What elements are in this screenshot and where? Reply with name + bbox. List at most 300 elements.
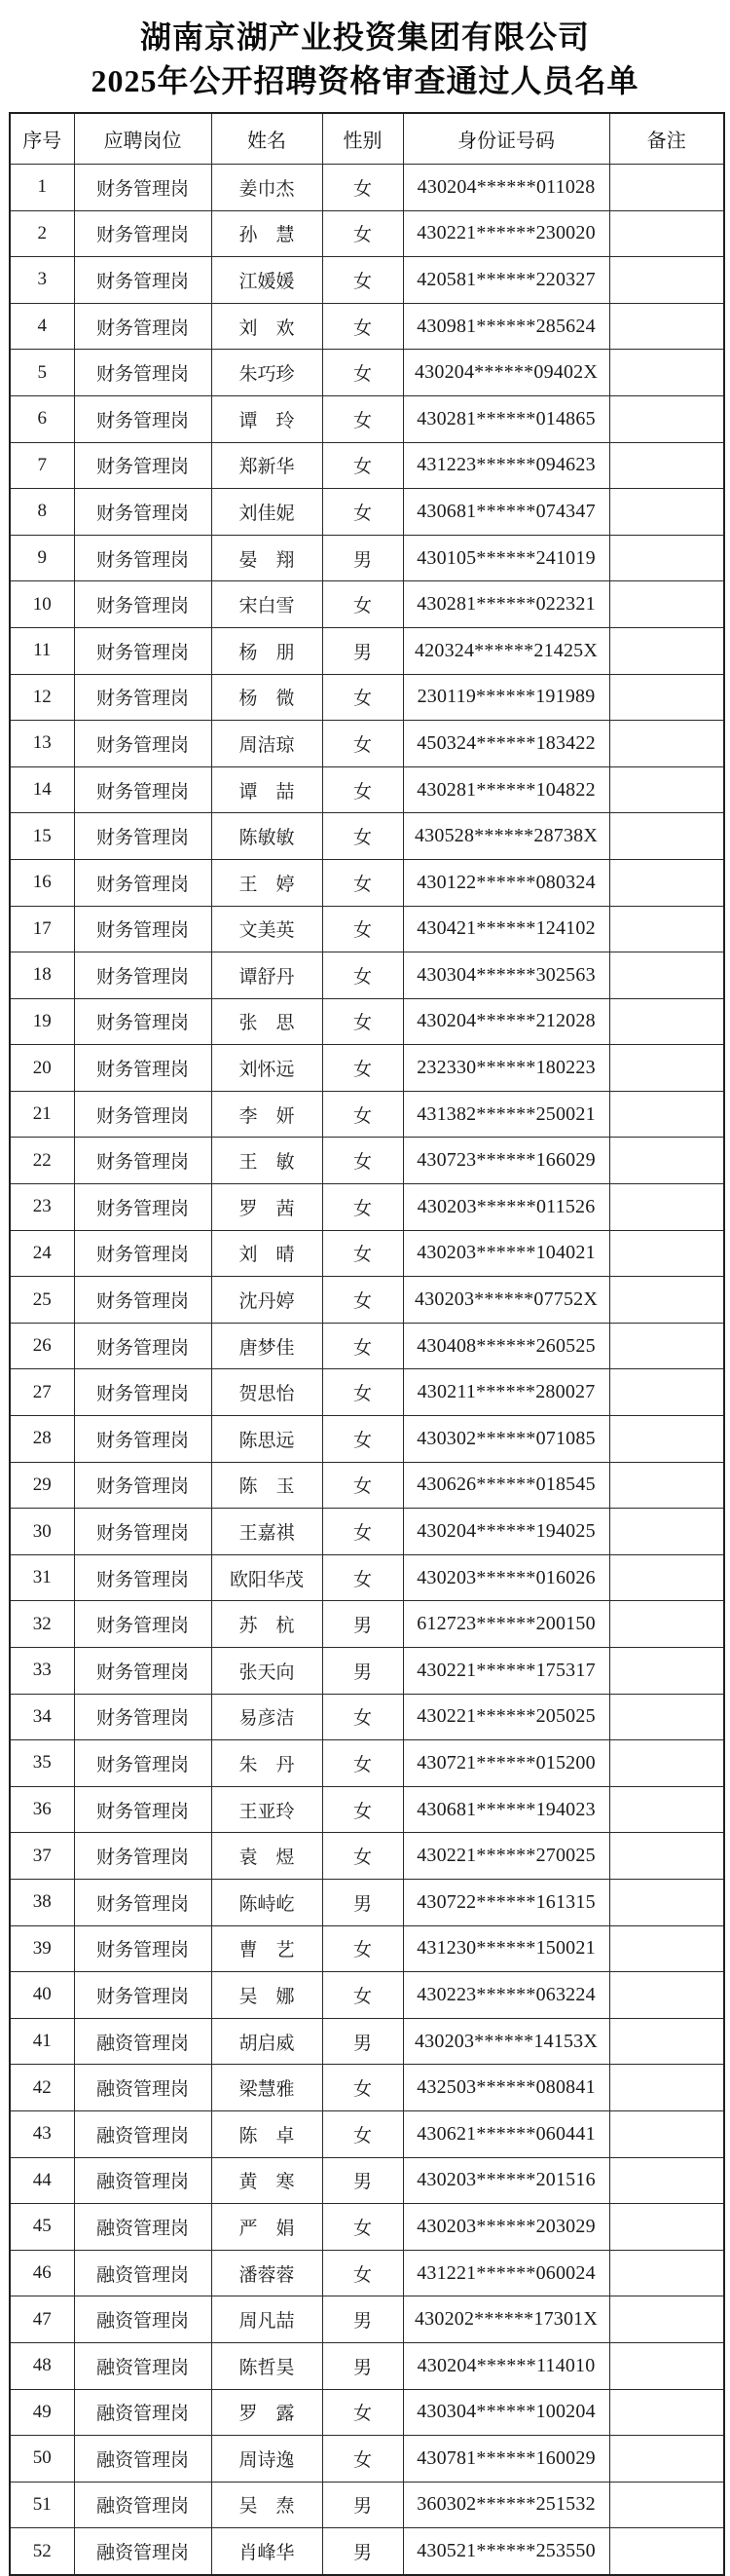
column-header-gender: 性别 [322,113,403,165]
cell-id-number: 430281******104822 [403,766,609,813]
cell-position: 财务管理岗 [74,581,211,628]
cell-remark [609,303,724,350]
cell-position: 融资管理岗 [74,2110,211,2157]
cell-remark [609,859,724,906]
table-row [10,1786,724,1833]
cell-remark [609,2296,724,2343]
cell-position: 财务管理岗 [74,395,211,442]
cell-id-number: 430204******09402X [403,350,609,396]
table-row [10,1045,724,1092]
cell-name: 江媛媛 [211,257,322,304]
cell-name: 曹 艺 [211,1925,322,1972]
cell-position: 财务管理岗 [74,1230,211,1277]
cell-index: 31 [10,1554,74,1601]
cell-gender: 女 [322,1833,403,1880]
recruitment-roster-table [9,112,725,2576]
table-row [10,674,724,721]
cell-position: 财务管理岗 [74,535,211,581]
cell-name: 张 思 [211,998,322,1045]
cell-position: 财务管理岗 [74,1509,211,1555]
cell-position: 财务管理岗 [74,1648,211,1695]
cell-index: 52 [10,2528,74,2575]
cell-index: 17 [10,906,74,952]
cell-id-number: 430421******124102 [403,906,609,952]
cell-name: 朱巧珍 [211,350,322,396]
cell-name: 陈 玉 [211,1462,322,1509]
cell-index: 9 [10,535,74,581]
cell-id-number: 431221******060024 [403,2250,609,2296]
cell-gender: 女 [322,1509,403,1555]
table-row [10,952,724,999]
cell-remark [609,350,724,396]
cell-position: 财务管理岗 [74,1138,211,1184]
table-row [10,1554,724,1601]
cell-index: 18 [10,952,74,999]
cell-id-number: 420581******220327 [403,257,609,304]
table-row [10,906,724,952]
cell-gender: 女 [322,1416,403,1463]
cell-position: 财务管理岗 [74,1462,211,1509]
cell-index: 34 [10,1694,74,1740]
cell-remark [609,1509,724,1555]
cell-id-number: 232330******180223 [403,1045,609,1092]
cell-remark [609,1879,724,1925]
column-header-name: 姓名 [211,113,322,165]
cell-gender: 女 [322,1462,403,1509]
cell-name: 谭舒丹 [211,952,322,999]
table-row [10,721,724,767]
cell-position: 财务管理岗 [74,952,211,999]
cell-name: 陈哲昊 [211,2342,322,2389]
cell-gender: 女 [322,766,403,813]
table-row [10,1879,724,1925]
cell-remark [609,1277,724,1324]
cell-index: 4 [10,303,74,350]
cell-id-number: 430204******114010 [403,2342,609,2389]
table-row [10,2157,724,2204]
cell-remark [609,1740,724,1787]
cell-position: 财务管理岗 [74,766,211,813]
cell-remark [609,2250,724,2296]
cell-name: 孙 慧 [211,210,322,257]
table-row [10,1184,724,1231]
cell-gender: 男 [322,1648,403,1695]
cell-remark [609,2157,724,2204]
cell-gender: 女 [322,303,403,350]
cell-gender: 女 [322,581,403,628]
cell-position: 财务管理岗 [74,1740,211,1787]
cell-name: 王 敏 [211,1138,322,1184]
cell-index: 32 [10,1601,74,1648]
table-row [10,1416,724,1463]
cell-name: 肖峰华 [211,2528,322,2575]
cell-name: 王 婷 [211,859,322,906]
cell-index: 10 [10,581,74,628]
cell-name: 刘怀远 [211,1045,322,1092]
cell-remark [609,1091,724,1138]
table-row [10,2250,724,2296]
cell-index: 39 [10,1925,74,1972]
table-row [10,535,724,581]
cell-index: 28 [10,1416,74,1463]
cell-remark [609,535,724,581]
cell-remark [609,1648,724,1695]
cell-gender: 男 [322,2528,403,2575]
cell-gender: 女 [322,2065,403,2111]
cell-gender: 女 [322,257,403,304]
cell-remark [609,627,724,674]
table-row [10,210,724,257]
cell-remark [609,442,724,489]
cell-id-number: 430723******166029 [403,1138,609,1184]
cell-remark [609,766,724,813]
cell-id-number: 430528******28738X [403,813,609,860]
cell-gender: 女 [322,1045,403,1092]
cell-name: 姜巾杰 [211,165,322,211]
cell-id-number: 430204******194025 [403,1509,609,1555]
cell-position: 财务管理岗 [74,489,211,536]
cell-gender: 女 [322,395,403,442]
table-row [10,998,724,1045]
document-title-line2: 2025年公开招聘资格审查通过人员名单 [91,63,639,98]
cell-id-number: 430304******302563 [403,952,609,999]
cell-position: 财务管理岗 [74,1091,211,1138]
cell-gender: 女 [322,210,403,257]
cell-index: 14 [10,766,74,813]
table-row [10,2110,724,2157]
cell-id-number: 430203******07752X [403,1277,609,1324]
cell-gender: 女 [322,1277,403,1324]
cell-gender: 女 [322,2389,403,2436]
cell-id-number: 430122******080324 [403,859,609,906]
cell-remark [609,2018,724,2065]
cell-index: 15 [10,813,74,860]
cell-remark [609,1416,724,1463]
cell-index: 6 [10,395,74,442]
cell-position: 融资管理岗 [74,2342,211,2389]
cell-remark [609,1925,724,1972]
cell-index: 16 [10,859,74,906]
cell-index: 23 [10,1184,74,1231]
cell-remark [609,489,724,536]
cell-index: 11 [10,627,74,674]
cell-index: 51 [10,2482,74,2528]
cell-name: 刘佳妮 [211,489,322,536]
cell-id-number: 430304******100204 [403,2389,609,2436]
cell-gender: 女 [322,859,403,906]
cell-name: 郑新华 [211,442,322,489]
cell-gender: 女 [322,813,403,860]
cell-remark [609,1833,724,1880]
cell-id-number: 430204******011028 [403,165,609,211]
cell-index: 29 [10,1462,74,1509]
cell-id-number: 612723******200150 [403,1601,609,1648]
cell-name: 朱 丹 [211,1740,322,1787]
table-row [10,303,724,350]
cell-name: 梁慧雅 [211,2065,322,2111]
table-row [10,1323,724,1369]
table-row [10,2342,724,2389]
cell-id-number: 430621******060441 [403,2110,609,2157]
cell-position: 财务管理岗 [74,859,211,906]
cell-name: 陈敏敏 [211,813,322,860]
cell-gender: 女 [322,2204,403,2251]
cell-name: 苏 杭 [211,1601,322,1648]
document-title-line1: 湖南京湖产业投资集团有限公司 [139,19,590,55]
cell-index: 24 [10,1230,74,1277]
cell-id-number: 430221******175317 [403,1648,609,1695]
cell-position: 财务管理岗 [74,303,211,350]
table-row [10,1972,724,2019]
cell-position: 财务管理岗 [74,627,211,674]
cell-index: 19 [10,998,74,1045]
cell-id-number: 430203******203029 [403,2204,609,2251]
cell-name: 刘 晴 [211,1230,322,1277]
cell-name: 杨 朋 [211,627,322,674]
cell-id-number: 430221******205025 [403,1694,609,1740]
cell-id-number: 360302******251532 [403,2482,609,2528]
cell-name: 杨 微 [211,674,322,721]
cell-remark [609,2110,724,2157]
cell-id-number: 430408******260525 [403,1323,609,1369]
cell-position: 财务管理岗 [74,442,211,489]
cell-name: 周诗逸 [211,2436,322,2483]
cell-id-number: 430722******161315 [403,1879,609,1925]
cell-position: 财务管理岗 [74,1925,211,1972]
cell-index: 12 [10,674,74,721]
cell-gender: 女 [322,1184,403,1231]
cell-remark [609,1045,724,1092]
cell-gender: 女 [322,1554,403,1601]
cell-remark [609,1230,724,1277]
cell-index: 20 [10,1045,74,1092]
cell-position: 财务管理岗 [74,1833,211,1880]
cell-id-number: 432503******080841 [403,2065,609,2111]
table-row [10,1648,724,1695]
cell-gender: 男 [322,1601,403,1648]
cell-gender: 女 [322,1323,403,1369]
cell-position: 财务管理岗 [74,1601,211,1648]
cell-remark [609,581,724,628]
cell-position: 融资管理岗 [74,2436,211,2483]
cell-index: 44 [10,2157,74,2204]
cell-remark [609,2528,724,2575]
cell-gender: 女 [322,1091,403,1138]
cell-index: 37 [10,1833,74,1880]
cell-gender: 女 [322,998,403,1045]
cell-gender: 女 [322,952,403,999]
cell-index: 25 [10,1277,74,1324]
cell-position: 融资管理岗 [74,2296,211,2343]
table-row [10,442,724,489]
cell-position: 财务管理岗 [74,813,211,860]
cell-id-number: 430626******018545 [403,1462,609,1509]
cell-gender: 女 [322,1369,403,1416]
cell-index: 49 [10,2389,74,2436]
cell-remark [609,813,724,860]
cell-index: 48 [10,2342,74,2389]
cell-id-number: 430302******071085 [403,1416,609,1463]
cell-id-number: 420324******21425X [403,627,609,674]
cell-name: 贺思怡 [211,1369,322,1416]
cell-remark [609,674,724,721]
cell-position: 融资管理岗 [74,2065,211,2111]
cell-position: 财务管理岗 [74,1972,211,2019]
cell-gender: 女 [322,1972,403,2019]
table-row [10,395,724,442]
cell-gender: 男 [322,2157,403,2204]
table-row [10,2482,724,2528]
cell-remark [609,210,724,257]
cell-name: 沈丹婷 [211,1277,322,1324]
cell-index: 46 [10,2250,74,2296]
cell-index: 3 [10,257,74,304]
cell-id-number: 430981******285624 [403,303,609,350]
table-body [10,165,724,2575]
cell-remark [609,395,724,442]
table-row [10,1230,724,1277]
cell-index: 42 [10,2065,74,2111]
cell-position: 融资管理岗 [74,2157,211,2204]
cell-index: 26 [10,1323,74,1369]
cell-id-number: 430721******015200 [403,1740,609,1787]
cell-remark [609,1694,724,1740]
cell-position: 财务管理岗 [74,674,211,721]
cell-index: 27 [10,1369,74,1416]
cell-position: 财务管理岗 [74,1554,211,1601]
cell-id-number: 430203******016026 [403,1554,609,1601]
cell-index: 43 [10,2110,74,2157]
cell-name: 陈峙屹 [211,1879,322,1925]
table-row [10,350,724,396]
cell-remark [609,906,724,952]
cell-remark [609,1554,724,1601]
table-row [10,1740,724,1787]
cell-gender: 女 [322,906,403,952]
cell-name: 刘 欢 [211,303,322,350]
cell-position: 融资管理岗 [74,2204,211,2251]
cell-name: 张天向 [211,1648,322,1695]
table-row [10,2436,724,2483]
cell-index: 7 [10,442,74,489]
cell-name: 王嘉祺 [211,1509,322,1555]
table-row [10,489,724,536]
cell-remark [609,165,724,211]
cell-name: 谭 玲 [211,395,322,442]
cell-index: 5 [10,350,74,396]
cell-gender: 女 [322,442,403,489]
table-row [10,2296,724,2343]
cell-position: 财务管理岗 [74,1786,211,1833]
cell-position: 财务管理岗 [74,1184,211,1231]
cell-position: 财务管理岗 [74,210,211,257]
table-row [10,766,724,813]
cell-index: 36 [10,1786,74,1833]
cell-gender: 男 [322,1879,403,1925]
table-row [10,1694,724,1740]
cell-remark [609,1786,724,1833]
cell-index: 35 [10,1740,74,1787]
cell-position: 财务管理岗 [74,1416,211,1463]
cell-name: 唐梦佳 [211,1323,322,1369]
cell-id-number: 430203******104021 [403,1230,609,1277]
cell-name: 陈思远 [211,1416,322,1463]
cell-index: 40 [10,1972,74,2019]
table-row [10,627,724,674]
cell-remark [609,2482,724,2528]
table-row [10,257,724,304]
column-header-remark: 备注 [609,113,724,165]
cell-name: 罗 茜 [211,1184,322,1231]
table-row [10,1369,724,1416]
cell-gender: 男 [322,2342,403,2389]
cell-id-number: 430203******201516 [403,2157,609,2204]
cell-gender: 女 [322,350,403,396]
cell-position: 财务管理岗 [74,1323,211,1369]
cell-index: 13 [10,721,74,767]
cell-id-number: 430105******241019 [403,535,609,581]
table-row [10,1509,724,1555]
cell-name: 胡启威 [211,2018,322,2065]
cell-position: 财务管理岗 [74,1369,211,1416]
cell-gender: 女 [322,1786,403,1833]
cell-name: 晏 翔 [211,535,322,581]
cell-id-number: 430223******063224 [403,1972,609,2019]
cell-id-number: 430211******280027 [403,1369,609,1416]
table-row [10,1138,724,1184]
column-header-id-number: 身份证号码 [403,113,609,165]
cell-remark [609,257,724,304]
cell-id-number: 430202******17301X [403,2296,609,2343]
cell-gender: 女 [322,1925,403,1972]
table-row [10,1833,724,1880]
table-row [10,1091,724,1138]
cell-id-number: 431230******150021 [403,1925,609,1972]
table-row [10,2204,724,2251]
cell-gender: 女 [322,1694,403,1740]
cell-remark [609,1601,724,1648]
cell-position: 财务管理岗 [74,350,211,396]
cell-name: 易彦洁 [211,1694,322,1740]
cell-id-number: 430203******14153X [403,2018,609,2065]
cell-gender: 男 [322,627,403,674]
cell-gender: 女 [322,721,403,767]
cell-gender: 男 [322,535,403,581]
document-title [0,0,730,103]
cell-remark [609,1323,724,1369]
cell-gender: 女 [322,1138,403,1184]
cell-remark [609,2342,724,2389]
cell-name: 周洁琼 [211,721,322,767]
cell-name: 陈 卓 [211,2110,322,2157]
table-row [10,859,724,906]
cell-position: 财务管理岗 [74,165,211,211]
cell-id-number: 430203******011526 [403,1184,609,1231]
cell-name: 李 妍 [211,1091,322,1138]
cell-id-number: 430204******212028 [403,998,609,1045]
cell-gender: 女 [322,489,403,536]
cell-index: 22 [10,1138,74,1184]
cell-position: 融资管理岗 [74,2389,211,2436]
cell-id-number: 430281******022321 [403,581,609,628]
cell-remark [609,2436,724,2483]
cell-position: 财务管理岗 [74,721,211,767]
cell-gender: 女 [322,2436,403,2483]
column-header-position: 应聘岗位 [74,113,211,165]
cell-gender: 女 [322,1740,403,1787]
cell-id-number: 430521******253550 [403,2528,609,2575]
cell-index: 21 [10,1091,74,1138]
